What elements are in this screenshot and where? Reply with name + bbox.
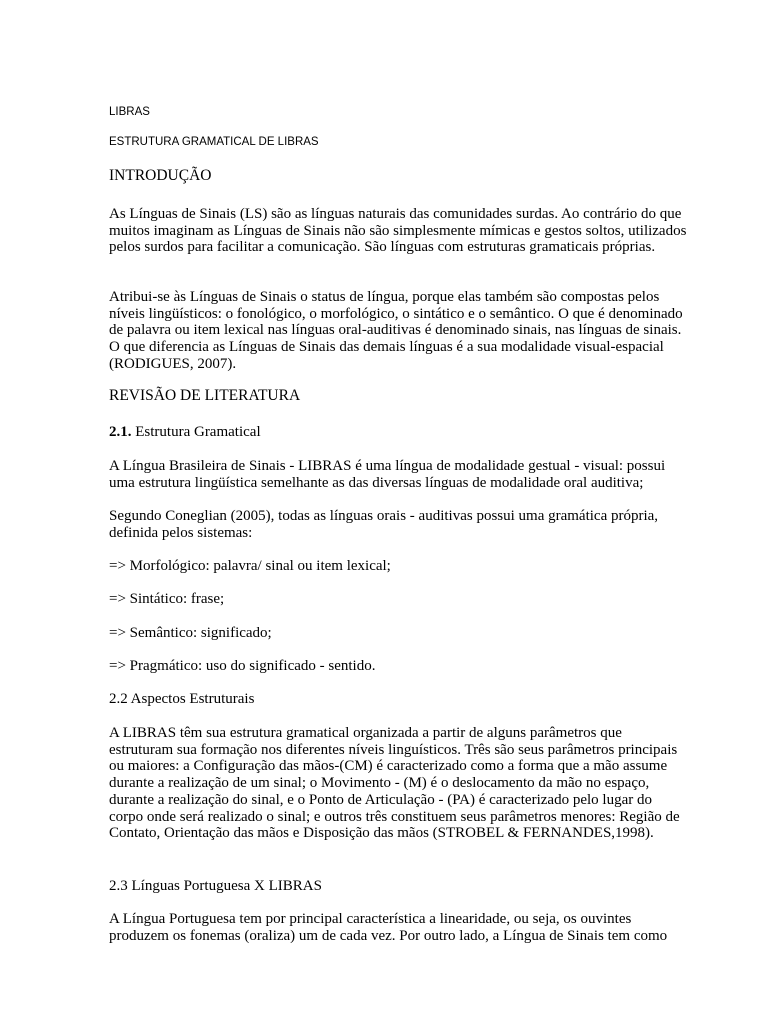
section-2-2-paragraph: A LIBRAS têm sua estrutura gramatical organizada a partir de alguns parâmetros que estruturam sua formação nos diferentes níveis linguísticos. Três são seus parâmetros principais ou maiores: a Configuração das mãos-(CM) é caracterizado como a forma que a mão assume durante a realização de um sinal; o Movimento - (M) é o deslocamento da mão no espaço, durante a realização do sinal, e o Ponto de Articulação - (PA) é caracterizado pelo lugar do corpo onde será realizado o sinal; e outros três constituem seus parâmetros menores: Região de Contato, Orientação das mãos e Disposição das mãos (STROBEL & FERNANDES,1998).: [109, 725, 680, 842]
intro-heading: INTRODUÇÃO: [109, 167, 212, 184]
intro-paragraph-2: Atribui-se às Línguas de Sinais o status de língua, porque elas também são compostas pelos níveis lingüísticos: o fonológico, o morfológico, o sintático e o semântico. O que é denominado de palavra ou item lexical nas línguas oral-auditivas é denominado sinais, nas línguas de sinais. O que diferencia as Línguas de Sinais das demais línguas é a sua modalidade visual-espacial (RODIGUES, 2007).: [109, 289, 683, 372]
intro-paragraph-1: As Línguas de Sinais (LS) são as línguas naturais das comunidades surdas. Ao contrário do que muitos imaginam as Línguas de Sinais não são simplesmente mímicas e gestos soltos, utilizados pelos surdos para facilitar a comunicação. São línguas com estruturas gramaticais próprias.: [109, 206, 687, 256]
section-2-2-heading: 2.2 Aspectos Estruturais: [109, 691, 255, 707]
list-item: => Pragmático: uso do significado - sentido.: [109, 658, 376, 674]
list-item: => Semântico: significado;: [109, 625, 272, 641]
section-2-3-paragraph: A Língua Portuguesa tem por principal característica a linearidade, ou seja, os ouvintes produzem os fonemas (oraliza) um de cada vez. Por outro lado, a Língua de Sinais tem como: [109, 911, 668, 944]
doc-subtitle: ESTRUTURA GRAMATICAL DE LIBRAS: [109, 136, 319, 148]
section-2-1-heading: [109, 424, 689, 441]
review-paragraph-1: A Língua Brasileira de Sinais - LIBRAS é uma língua de modalidade gestual - visual: possui uma estrutura lingüística semelhante as das diversas línguas de modalidade oral auditiva;: [109, 458, 666, 491]
section-2-1-title: Estrutura Gramatical: [131, 424, 261, 440]
review-paragraph-2: Segundo Coneglian (2005), todas as línguas orais - auditivas possui uma gramática própria, definida pelos sistemas:: [109, 508, 659, 541]
list-item: => Morfológico: palavra/ sinal ou item lexical;: [109, 558, 391, 574]
section-2-1-number: 2.1.: [109, 424, 132, 440]
section-2-3-heading: 2.3 Línguas Portuguesa X LIBRAS: [109, 878, 322, 894]
doc-label: LIBRAS: [109, 106, 150, 118]
review-heading: REVISÃO DE LITERATURA: [109, 387, 301, 404]
list-item: => Sintático: frase;: [109, 591, 225, 607]
